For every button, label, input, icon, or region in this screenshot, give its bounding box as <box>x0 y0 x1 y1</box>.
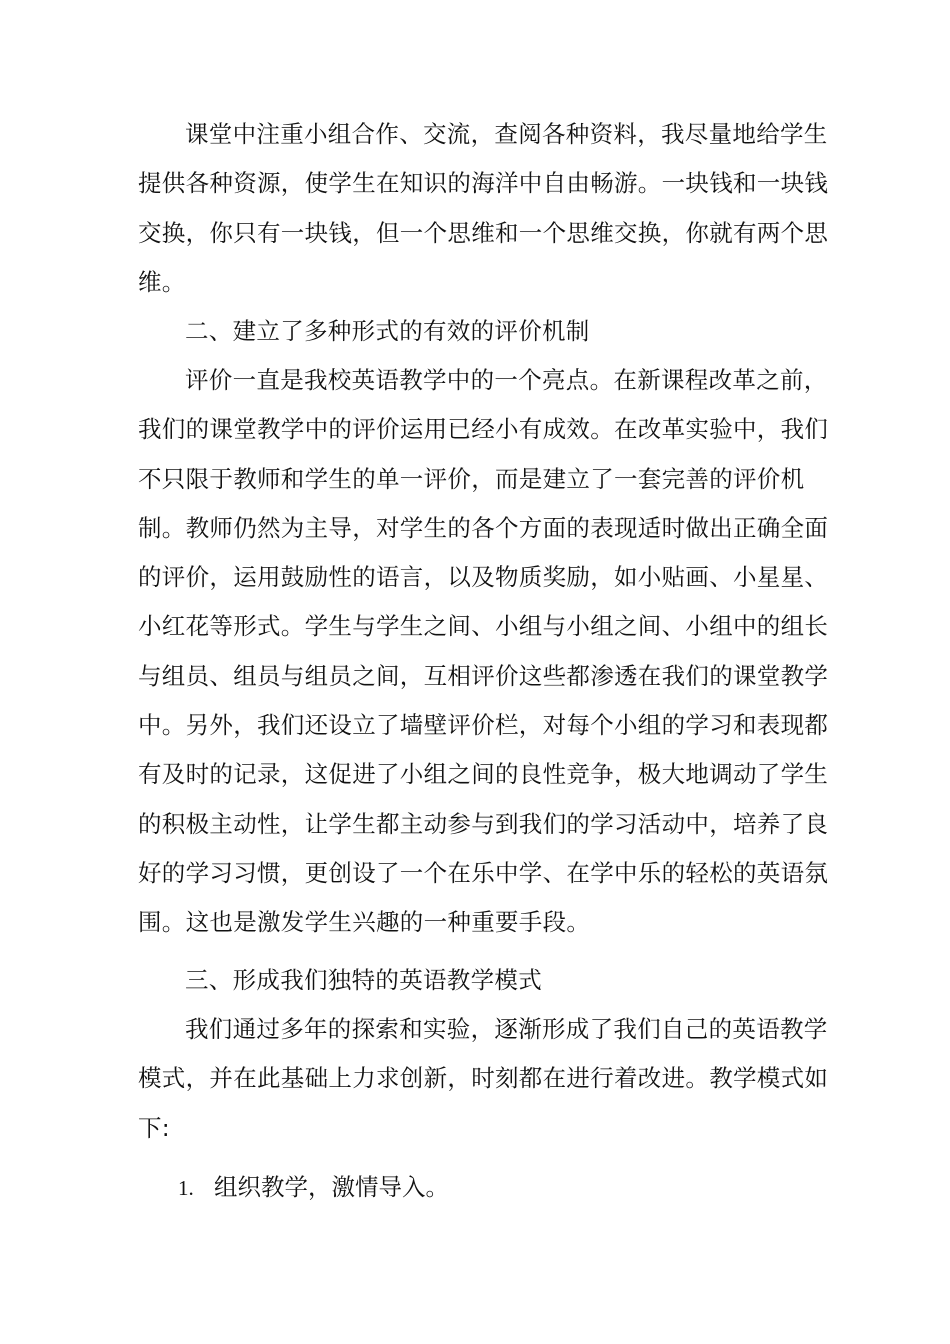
list-item-1 <box>178 1163 449 1213</box>
list-item-text: 组织教学，激情导入。 <box>214 1173 449 1201</box>
section-heading-teaching-model: 三、形成我们独特的英语教学模式 <box>185 966 542 994</box>
paragraph-teaching-model: 我们通过多年的探索和实验，逐渐形成了我们自己的英语教学模式，并在此基础上力求创新，时刻都在进行着改进。教学模式如下: <box>138 1015 829 1142</box>
section-heading-evaluation: 二、建立了多种形式的有效的评价机制 <box>185 317 590 345</box>
paragraph-cooperation: 课堂中注重小组合作、交流，查阅各种资料，我尽量地给学生提供各种资源，使学生在知识的海洋中自由畅游。一块钱和一块钱交换，你只有一块钱，但一个思维和一个思维交换，你就有两个思维。 <box>138 120 829 296</box>
list-item-number: 1. <box>178 1176 194 1200</box>
paragraph-evaluation: 评价一直是我校英语教学中的一个亮点。在新课程改革之前，我们的课堂教学中的评价运用已经小有成效。在改革实验中，我们不只限于教师和学生的单一评价，而是建立了一套完善的评价机制。教师仍然为主导，对学生的各个方面的表现适时做出正确全面的评价，运用鼓励性的语言，以及物质奖励，如小贴画、小星星、小红花等形式。学生与学生之间、小组与小组之间、小组中的组长与组员、组员与组员之间，互相评价这些都渗透在我们的课堂教学中。另外，我们还设立了墙壁评价栏，对每个小组的学习和表现都有及时的记录，这促进了小组之间的良性竞争，极大地调动了学生的积极主动性，让学生都主动参与到我们的学习活动中，培养了良好的学习习惯，更创设了一个在乐中学、在学中乐的轻松的英语氛围。这也是激发学生兴趣的一种重要手段。 <box>138 366 829 937</box>
